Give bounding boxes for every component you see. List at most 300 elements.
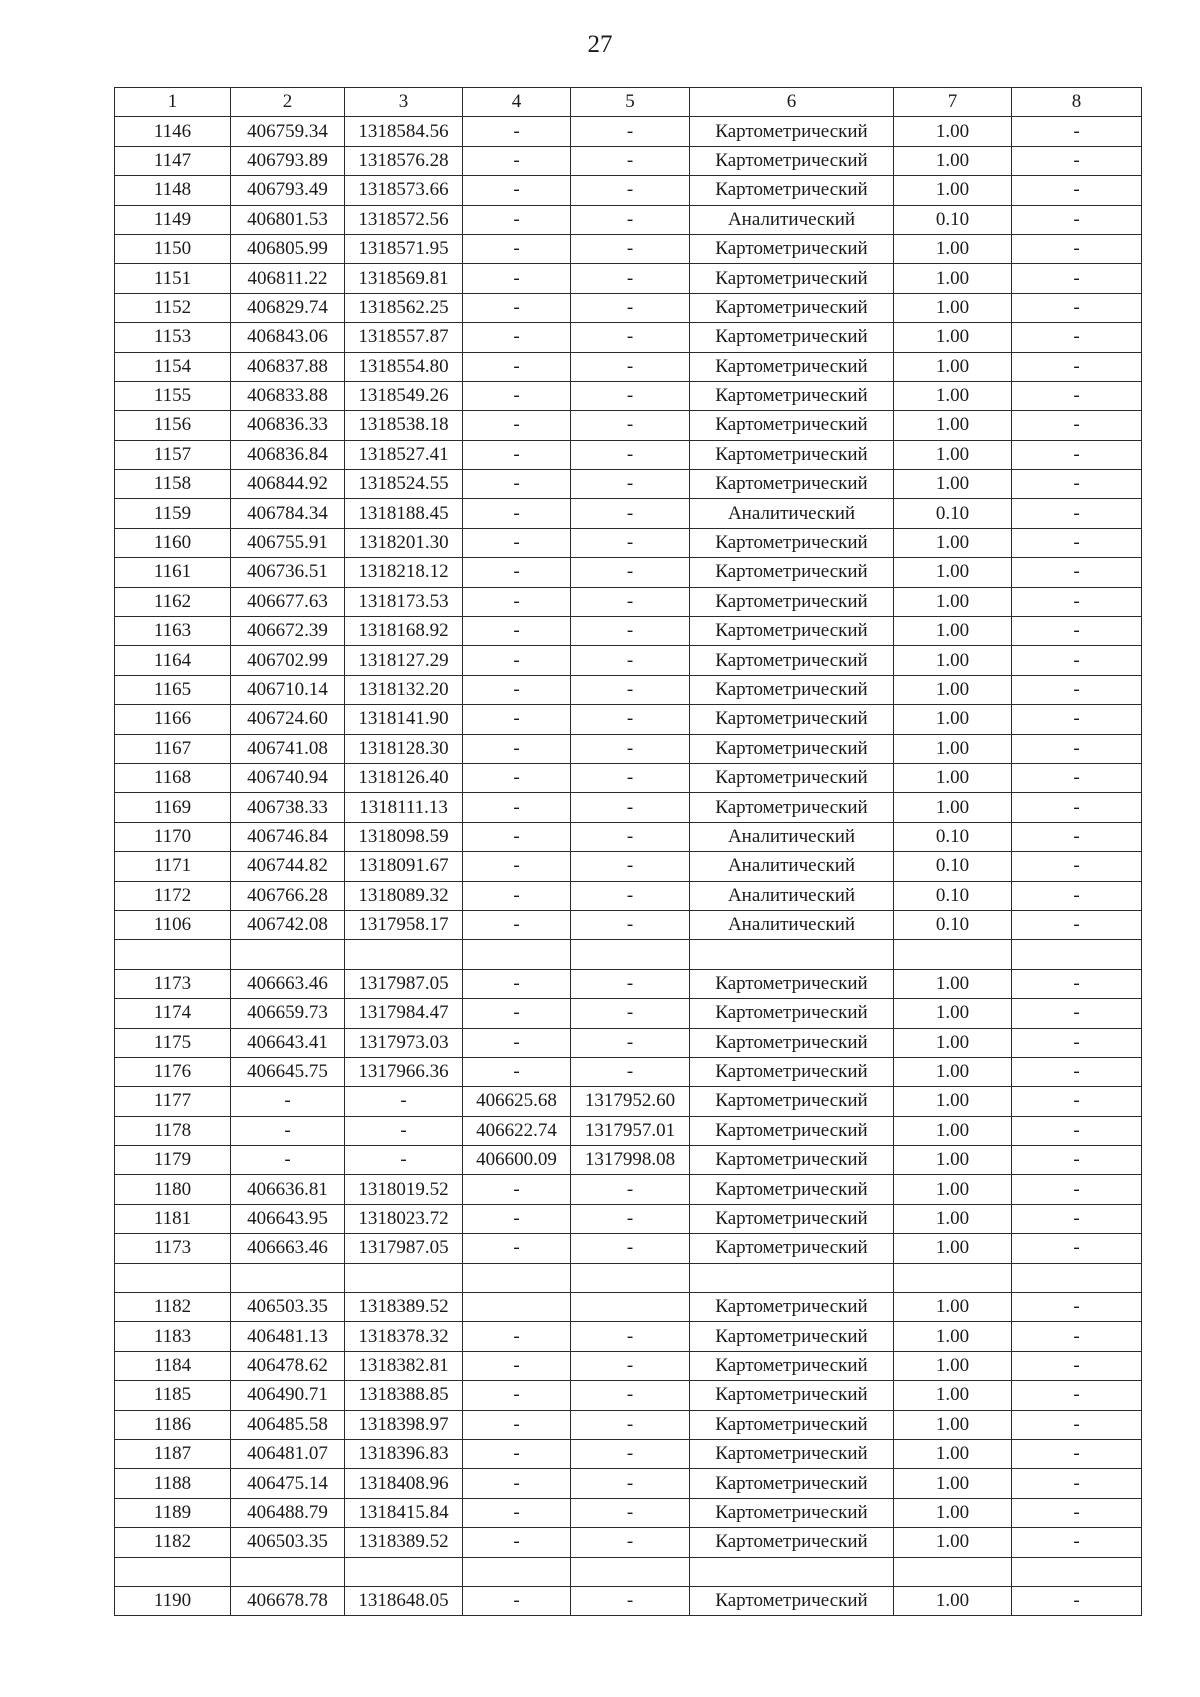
description-cell: - xyxy=(1012,1204,1142,1233)
x-existing-cell: 406488.79 xyxy=(231,1498,345,1527)
x-existing-cell: 406702.99 xyxy=(231,646,345,675)
column-header-1: 1 xyxy=(115,88,231,117)
y-existing-cell: - xyxy=(345,1146,463,1175)
table-row xyxy=(115,293,1142,322)
x-new-cell: - xyxy=(463,264,571,293)
y-new-cell: - xyxy=(571,1410,690,1439)
y-existing-cell: 1318527.41 xyxy=(345,440,463,469)
description-cell: - xyxy=(1012,852,1142,881)
accuracy-cell: 1.00 xyxy=(894,1175,1012,1204)
method-cell: Картометрический xyxy=(690,1469,894,1498)
x-existing-cell: 406844.92 xyxy=(231,470,345,499)
x-new-cell: - xyxy=(463,1351,571,1380)
table-row xyxy=(115,822,1142,851)
y-new-cell xyxy=(571,940,690,969)
table-row xyxy=(115,381,1142,410)
description-cell xyxy=(1012,1263,1142,1292)
method-cell: Картометрический xyxy=(690,617,894,646)
method-cell: Картометрический xyxy=(690,1175,894,1204)
table-header-row xyxy=(115,88,1142,117)
description-cell: - xyxy=(1012,558,1142,587)
point-number-cell: 1174 xyxy=(115,999,231,1028)
y-existing-cell: 1318201.30 xyxy=(345,528,463,557)
x-new-cell: - xyxy=(463,205,571,234)
point-number-cell: 1172 xyxy=(115,881,231,910)
description-cell: - xyxy=(1012,910,1142,939)
description-cell: - xyxy=(1012,969,1142,998)
y-new-cell: 1317952.60 xyxy=(571,1087,690,1116)
accuracy-cell: 0.10 xyxy=(894,881,1012,910)
y-new-cell: - xyxy=(571,1351,690,1380)
accuracy-cell: 1.00 xyxy=(894,293,1012,322)
accuracy-cell: 1.00 xyxy=(894,1410,1012,1439)
method-cell: Картометрический xyxy=(690,969,894,998)
accuracy-cell: 1.00 xyxy=(894,146,1012,175)
x-existing-cell: 406475.14 xyxy=(231,1469,345,1498)
y-existing-cell: 1318128.30 xyxy=(345,734,463,763)
x-new-cell: - xyxy=(463,1439,571,1468)
x-existing-cell: 406736.51 xyxy=(231,558,345,587)
description-cell: - xyxy=(1012,234,1142,263)
x-new-cell: - xyxy=(463,999,571,1028)
point-number-cell: 1188 xyxy=(115,1469,231,1498)
method-cell: Картометрический xyxy=(690,1439,894,1468)
x-new-cell: - xyxy=(463,852,571,881)
description-cell: - xyxy=(1012,881,1142,910)
x-existing-cell: 406738.33 xyxy=(231,793,345,822)
point-number-cell: 1106 xyxy=(115,910,231,939)
accuracy-cell: 1.00 xyxy=(894,440,1012,469)
table-row xyxy=(115,1116,1142,1145)
description-cell: - xyxy=(1012,440,1142,469)
description-cell: - xyxy=(1012,205,1142,234)
accuracy-cell: 1.00 xyxy=(894,176,1012,205)
method-cell: Картометрический xyxy=(690,1322,894,1351)
y-existing-cell xyxy=(345,940,463,969)
point-number-cell: 1175 xyxy=(115,1028,231,1057)
accuracy-cell: 1.00 xyxy=(894,1439,1012,1468)
accuracy-cell: 1.00 xyxy=(894,117,1012,146)
method-cell: Аналитический xyxy=(690,910,894,939)
y-new-cell: - xyxy=(571,528,690,557)
description-cell: - xyxy=(1012,793,1142,822)
description-cell: - xyxy=(1012,1469,1142,1498)
x-existing-cell: 406843.06 xyxy=(231,323,345,352)
table-row xyxy=(115,1586,1142,1615)
y-existing-cell: 1318188.45 xyxy=(345,499,463,528)
x-new-cell: - xyxy=(463,969,571,998)
method-cell: Картометрический xyxy=(690,675,894,704)
point-number-cell: 1187 xyxy=(115,1439,231,1468)
x-new-cell: - xyxy=(463,1234,571,1263)
point-number-cell: 1165 xyxy=(115,675,231,704)
table-row xyxy=(115,470,1142,499)
y-existing-cell: 1318382.81 xyxy=(345,1351,463,1380)
y-new-cell: - xyxy=(571,1175,690,1204)
method-cell: Картометрический xyxy=(690,528,894,557)
x-new-cell: - xyxy=(463,1057,571,1086)
method-cell: Картометрический xyxy=(690,1234,894,1263)
point-number-cell: 1166 xyxy=(115,705,231,734)
description-cell: - xyxy=(1012,1057,1142,1086)
y-existing-cell: - xyxy=(345,1087,463,1116)
accuracy-cell: 1.00 xyxy=(894,705,1012,734)
y-existing-cell: 1318398.97 xyxy=(345,1410,463,1439)
x-new-cell: - xyxy=(463,176,571,205)
accuracy-cell: 1.00 xyxy=(894,1293,1012,1322)
y-new-cell: - xyxy=(571,617,690,646)
table-row xyxy=(115,881,1142,910)
table-row xyxy=(115,646,1142,675)
table-row xyxy=(115,1087,1142,1116)
method-cell: Картометрический xyxy=(690,763,894,792)
description-cell: - xyxy=(1012,1322,1142,1351)
description-cell: - xyxy=(1012,293,1142,322)
point-number-cell: 1176 xyxy=(115,1057,231,1086)
y-existing-cell: 1317984.47 xyxy=(345,999,463,1028)
y-new-cell: 1317998.08 xyxy=(571,1146,690,1175)
x-new-cell: - xyxy=(463,1586,571,1615)
point-number-cell: 1182 xyxy=(115,1293,231,1322)
point-number-cell: 1178 xyxy=(115,1116,231,1145)
accuracy-cell: 0.10 xyxy=(894,910,1012,939)
method-cell: Картометрический xyxy=(690,352,894,381)
method-cell xyxy=(690,1557,894,1586)
y-existing-cell: 1318168.92 xyxy=(345,617,463,646)
description-cell: - xyxy=(1012,1439,1142,1468)
table-row xyxy=(115,1381,1142,1410)
y-new-cell: - xyxy=(571,264,690,293)
y-new-cell: - xyxy=(571,411,690,440)
point-number-cell: 1164 xyxy=(115,646,231,675)
point-number-cell: 1182 xyxy=(115,1528,231,1557)
method-cell: Картометрический xyxy=(690,117,894,146)
y-new-cell: - xyxy=(571,470,690,499)
coordinates-table xyxy=(114,87,1142,1616)
point-number-cell: 1189 xyxy=(115,1498,231,1527)
y-existing-cell: 1317966.36 xyxy=(345,1057,463,1086)
description-cell: - xyxy=(1012,499,1142,528)
point-number-cell xyxy=(115,1263,231,1292)
table-row xyxy=(115,587,1142,616)
y-existing-cell: 1318091.67 xyxy=(345,852,463,881)
x-existing-cell: 406740.94 xyxy=(231,763,345,792)
y-existing-cell xyxy=(345,1263,463,1292)
x-new-cell: - xyxy=(463,1498,571,1527)
y-new-cell: - xyxy=(571,146,690,175)
x-new-cell: 406600.09 xyxy=(463,1146,571,1175)
x-existing-cell: - xyxy=(231,1116,345,1145)
method-cell: Картометрический xyxy=(690,558,894,587)
y-new-cell: - xyxy=(571,852,690,881)
description-cell: - xyxy=(1012,411,1142,440)
table-row xyxy=(115,1028,1142,1057)
method-cell xyxy=(690,940,894,969)
description-cell: - xyxy=(1012,999,1142,1028)
x-new-cell: - xyxy=(463,910,571,939)
x-existing-cell: 406636.81 xyxy=(231,1175,345,1204)
description-cell: - xyxy=(1012,528,1142,557)
y-new-cell: - xyxy=(571,1498,690,1527)
x-new-cell xyxy=(463,940,571,969)
method-cell: Картометрический xyxy=(690,470,894,499)
table-row xyxy=(115,1469,1142,1498)
x-new-cell: - xyxy=(463,617,571,646)
y-existing-cell: 1318569.81 xyxy=(345,264,463,293)
x-new-cell: - xyxy=(463,1322,571,1351)
y-new-cell: - xyxy=(571,1469,690,1498)
y-new-cell: - xyxy=(571,1057,690,1086)
method-cell: Картометрический xyxy=(690,793,894,822)
x-existing-cell: 406805.99 xyxy=(231,234,345,263)
x-new-cell: 406625.68 xyxy=(463,1087,571,1116)
x-new-cell: 406622.74 xyxy=(463,1116,571,1145)
description-cell: - xyxy=(1012,1028,1142,1057)
accuracy-cell: 1.00 xyxy=(894,1528,1012,1557)
column-header-2: 2 xyxy=(231,88,345,117)
table-row xyxy=(115,117,1142,146)
description-cell: - xyxy=(1012,264,1142,293)
x-new-cell: - xyxy=(463,793,571,822)
x-existing-cell: 406744.82 xyxy=(231,852,345,881)
y-new-cell: - xyxy=(571,440,690,469)
y-existing-cell: 1318023.72 xyxy=(345,1204,463,1233)
method-cell: Картометрический xyxy=(690,293,894,322)
table-row xyxy=(115,793,1142,822)
point-number-cell: 1163 xyxy=(115,617,231,646)
y-new-cell: - xyxy=(571,822,690,851)
accuracy-cell: 1.00 xyxy=(894,1498,1012,1527)
description-cell: - xyxy=(1012,705,1142,734)
table-row xyxy=(115,1204,1142,1233)
y-existing-cell: 1318388.85 xyxy=(345,1381,463,1410)
accuracy-cell: 1.00 xyxy=(894,587,1012,616)
y-new-cell: - xyxy=(571,1528,690,1557)
x-existing-cell: 406678.78 xyxy=(231,1586,345,1615)
method-cell: Картометрический xyxy=(690,1293,894,1322)
x-existing-cell: 406829.74 xyxy=(231,293,345,322)
method-cell: Картометрический xyxy=(690,1204,894,1233)
x-new-cell: - xyxy=(463,234,571,263)
description-cell: - xyxy=(1012,822,1142,851)
description-cell: - xyxy=(1012,176,1142,205)
y-existing-cell: 1318524.55 xyxy=(345,470,463,499)
method-cell: Картометрический xyxy=(690,999,894,1028)
x-existing-cell: 406663.46 xyxy=(231,969,345,998)
y-existing-cell: 1318557.87 xyxy=(345,323,463,352)
x-existing-cell: 406659.73 xyxy=(231,999,345,1028)
table-row xyxy=(115,1351,1142,1380)
point-number-cell: 1181 xyxy=(115,1204,231,1233)
method-cell: Картометрический xyxy=(690,1351,894,1380)
accuracy-cell: 1.00 xyxy=(894,1234,1012,1263)
point-number-cell: 1159 xyxy=(115,499,231,528)
y-new-cell: - xyxy=(571,1234,690,1263)
y-existing-cell: 1318584.56 xyxy=(345,117,463,146)
y-new-cell: - xyxy=(571,763,690,792)
x-existing-cell: 406793.89 xyxy=(231,146,345,175)
y-existing-cell: 1318132.20 xyxy=(345,675,463,704)
table-row xyxy=(115,440,1142,469)
table-row xyxy=(115,852,1142,881)
y-existing-cell: 1318408.96 xyxy=(345,1469,463,1498)
y-new-cell: - xyxy=(571,499,690,528)
point-number-cell xyxy=(115,1557,231,1586)
accuracy-cell: 1.00 xyxy=(894,1204,1012,1233)
x-existing-cell: 406503.35 xyxy=(231,1293,345,1322)
column-header-5: 5 xyxy=(571,88,690,117)
y-existing-cell: 1318389.52 xyxy=(345,1293,463,1322)
table-row xyxy=(115,763,1142,792)
y-existing-cell: 1318573.66 xyxy=(345,176,463,205)
y-new-cell: - xyxy=(571,205,690,234)
description-cell: - xyxy=(1012,1381,1142,1410)
accuracy-cell: 1.00 xyxy=(894,1087,1012,1116)
x-existing-cell: 406784.34 xyxy=(231,499,345,528)
point-number-cell: 1180 xyxy=(115,1175,231,1204)
method-cell: Картометрический xyxy=(690,1498,894,1527)
x-existing-cell: - xyxy=(231,1146,345,1175)
table-row xyxy=(115,264,1142,293)
y-existing-cell: 1318389.52 xyxy=(345,1528,463,1557)
accuracy-cell: 1.00 xyxy=(894,1116,1012,1145)
method-cell: Картометрический xyxy=(690,1057,894,1086)
y-existing-cell: 1318173.53 xyxy=(345,587,463,616)
point-number-cell: 1161 xyxy=(115,558,231,587)
accuracy-cell xyxy=(894,940,1012,969)
method-cell: Картометрический xyxy=(690,587,894,616)
method-cell: Картометрический xyxy=(690,646,894,675)
y-existing-cell: 1318549.26 xyxy=(345,381,463,410)
x-existing-cell: 406478.62 xyxy=(231,1351,345,1380)
table-row xyxy=(115,675,1142,704)
description-cell: - xyxy=(1012,617,1142,646)
method-cell: Картометрический xyxy=(690,411,894,440)
y-new-cell: - xyxy=(571,1322,690,1351)
accuracy-cell: 1.00 xyxy=(894,1028,1012,1057)
y-existing-cell: 1318571.95 xyxy=(345,234,463,263)
y-existing-cell: 1318562.25 xyxy=(345,293,463,322)
table-row xyxy=(115,1293,1142,1322)
y-new-cell: - xyxy=(571,705,690,734)
method-cell: Аналитический xyxy=(690,852,894,881)
y-new-cell xyxy=(571,1557,690,1586)
table-row xyxy=(115,1498,1142,1527)
y-existing-cell: 1318019.52 xyxy=(345,1175,463,1204)
method-cell: Картометрический xyxy=(690,381,894,410)
y-existing-cell: 1318218.12 xyxy=(345,558,463,587)
y-existing-cell xyxy=(345,1557,463,1586)
table-row xyxy=(115,969,1142,998)
x-existing-cell: 406485.58 xyxy=(231,1410,345,1439)
y-existing-cell: 1317987.05 xyxy=(345,969,463,998)
description-cell: - xyxy=(1012,675,1142,704)
table-row xyxy=(115,176,1142,205)
x-existing-cell: 406837.88 xyxy=(231,352,345,381)
y-existing-cell: 1318098.59 xyxy=(345,822,463,851)
description-cell: - xyxy=(1012,1351,1142,1380)
x-new-cell: - xyxy=(463,1204,571,1233)
y-new-cell: - xyxy=(571,881,690,910)
method-cell: Картометрический xyxy=(690,1028,894,1057)
x-existing-cell: 406741.08 xyxy=(231,734,345,763)
point-number-cell: 1179 xyxy=(115,1146,231,1175)
x-new-cell: - xyxy=(463,1410,571,1439)
description-cell: - xyxy=(1012,1087,1142,1116)
y-existing-cell: 1317958.17 xyxy=(345,910,463,939)
point-number-cell: 1152 xyxy=(115,293,231,322)
table-row xyxy=(115,1146,1142,1175)
x-existing-cell: 406710.14 xyxy=(231,675,345,704)
x-new-cell: - xyxy=(463,587,571,616)
method-cell xyxy=(690,1263,894,1292)
y-new-cell: - xyxy=(571,1028,690,1057)
accuracy-cell: 1.00 xyxy=(894,411,1012,440)
point-number-cell: 1156 xyxy=(115,411,231,440)
x-existing-cell: 406755.91 xyxy=(231,528,345,557)
accuracy-cell: 1.00 xyxy=(894,617,1012,646)
y-existing-cell: 1318111.13 xyxy=(345,793,463,822)
table-row xyxy=(115,528,1142,557)
column-header-8: 8 xyxy=(1012,88,1142,117)
accuracy-cell: 1.00 xyxy=(894,1381,1012,1410)
table-row xyxy=(115,1175,1142,1204)
point-number-cell: 1190 xyxy=(115,1586,231,1615)
method-cell: Картометрический xyxy=(690,176,894,205)
accuracy-cell: 1.00 xyxy=(894,1322,1012,1351)
y-existing-cell: - xyxy=(345,1116,463,1145)
table-body xyxy=(115,117,1142,1616)
x-new-cell xyxy=(463,1557,571,1586)
accuracy-cell: 0.10 xyxy=(894,499,1012,528)
y-existing-cell: 1318127.29 xyxy=(345,646,463,675)
description-cell: - xyxy=(1012,323,1142,352)
accuracy-cell: 1.00 xyxy=(894,1469,1012,1498)
point-number-cell: 1185 xyxy=(115,1381,231,1410)
table-separator-row xyxy=(115,1263,1142,1292)
y-new-cell: - xyxy=(571,646,690,675)
method-cell: Аналитический xyxy=(690,881,894,910)
x-new-cell: - xyxy=(463,763,571,792)
x-existing-cell: 406643.95 xyxy=(231,1204,345,1233)
x-new-cell: - xyxy=(463,822,571,851)
method-cell: Картометрический xyxy=(690,1381,894,1410)
accuracy-cell: 1.00 xyxy=(894,558,1012,587)
y-existing-cell: 1318089.32 xyxy=(345,881,463,910)
point-number-cell: 1170 xyxy=(115,822,231,851)
method-cell: Картометрический xyxy=(690,734,894,763)
y-new-cell: - xyxy=(571,587,690,616)
table-row xyxy=(115,1234,1142,1263)
x-existing-cell: 406759.34 xyxy=(231,117,345,146)
description-cell: - xyxy=(1012,1498,1142,1527)
point-number-cell: 1177 xyxy=(115,1087,231,1116)
column-header-6: 6 xyxy=(690,88,894,117)
x-existing-cell: 406766.28 xyxy=(231,881,345,910)
x-existing-cell: 406490.71 xyxy=(231,1381,345,1410)
table-row xyxy=(115,910,1142,939)
accuracy-cell: 1.00 xyxy=(894,381,1012,410)
method-cell: Картометрический xyxy=(690,1410,894,1439)
table-row xyxy=(115,558,1142,587)
y-existing-cell: 1318648.05 xyxy=(345,1586,463,1615)
x-new-cell xyxy=(463,1293,571,1322)
y-new-cell: - xyxy=(571,234,690,263)
point-number-cell: 1186 xyxy=(115,1410,231,1439)
x-existing-cell: 406793.49 xyxy=(231,176,345,205)
x-new-cell: - xyxy=(463,1528,571,1557)
x-new-cell: - xyxy=(463,352,571,381)
